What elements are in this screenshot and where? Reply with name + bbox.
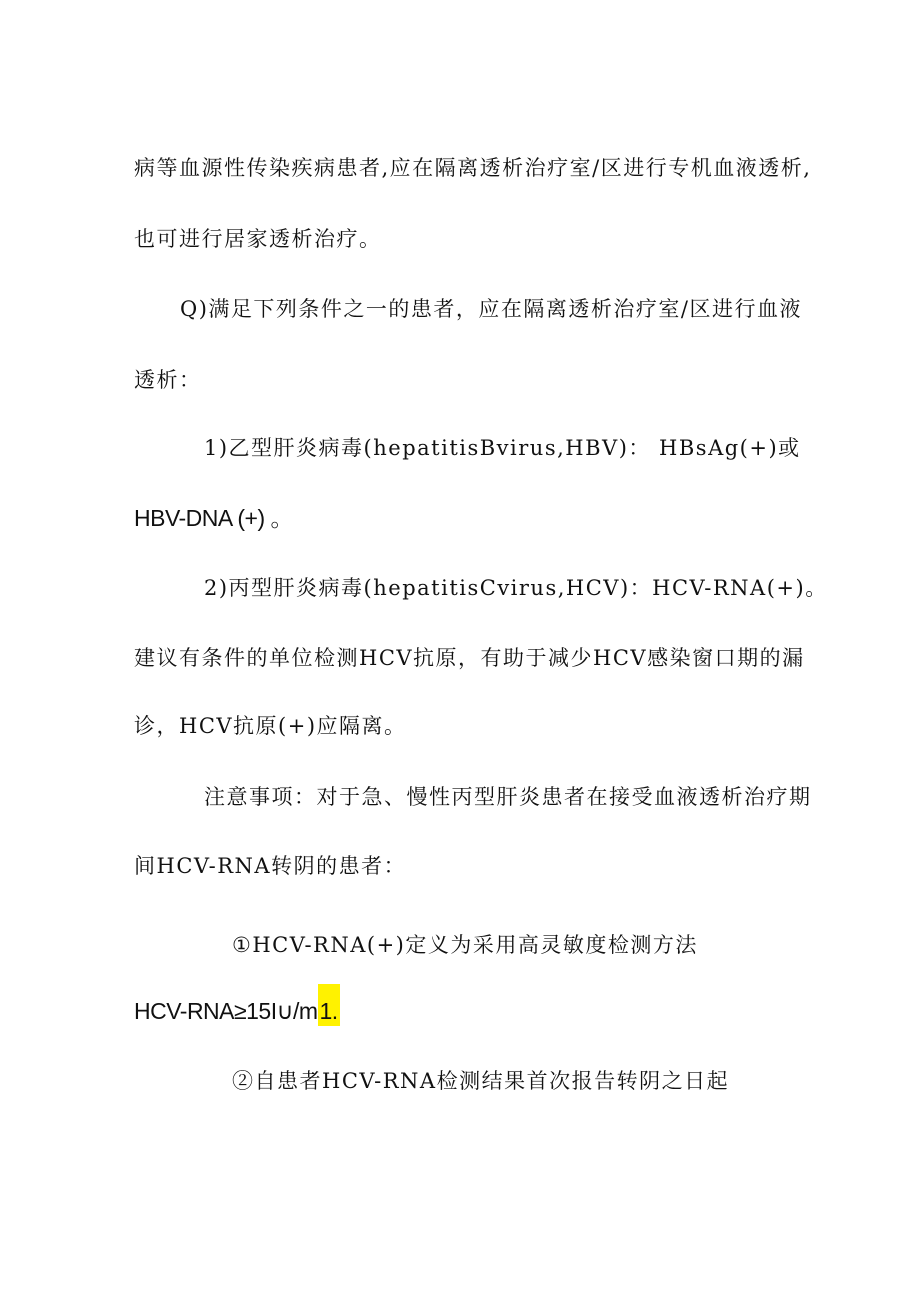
paragraph-6-line-2: 间HCV-RNA转阴的患者： — [134, 854, 407, 878]
paragraph-2-line-2: 透析： — [134, 368, 202, 392]
paragraph-7-line-1: ①HCV-RNA(+)定义为采用高灵敏度检测方法 — [232, 933, 698, 957]
highlighted-text: 1. — [318, 984, 340, 1026]
paragraph-2-line-1: Q)满足下列条件之一的患者，应在隔离透析治疗室/区进行血液 — [180, 297, 802, 321]
paragraph-5-line-1: 建议有条件的单位检测HCV抗原，有助于减少HCV感染窗口期的漏 — [134, 646, 805, 670]
paragraph-5-line-2: 诊，HCV抗原(+)应隔离。 — [134, 714, 407, 738]
paragraph-4-line-1: 2)丙型肝炎病毒(hepatitisCvirus,HCV)：HCV-RNA(+)。 — [204, 576, 828, 600]
paragraph-3-line-2: HBV-DNA (+) 。 — [134, 505, 294, 531]
paragraph-1-line-1: 病等血源性传染疾病患者,应在隔离透析治疗室/区进行专机血液透析, — [134, 156, 812, 180]
paragraph-3-line-1: 1)乙型肝炎病毒(hepatitisBvirus,HBV)： HBsAg(+)或 — [204, 436, 801, 460]
paragraph-7-line-2 — [134, 996, 340, 1026]
paragraph-8-line-1: ②自患者HCV-RNA检测结果首次报告转阴之日起 — [232, 1069, 730, 1093]
paragraph-6-line-1: 注意事项：对于急、慢性丙型肝炎患者在接受血液透析治疗期 — [204, 785, 812, 809]
paragraph-1-line-2: 也可进行居家透析治疗。 — [134, 227, 382, 251]
threshold-text: HCV-RNA≥15I∪/m — [134, 998, 318, 1024]
